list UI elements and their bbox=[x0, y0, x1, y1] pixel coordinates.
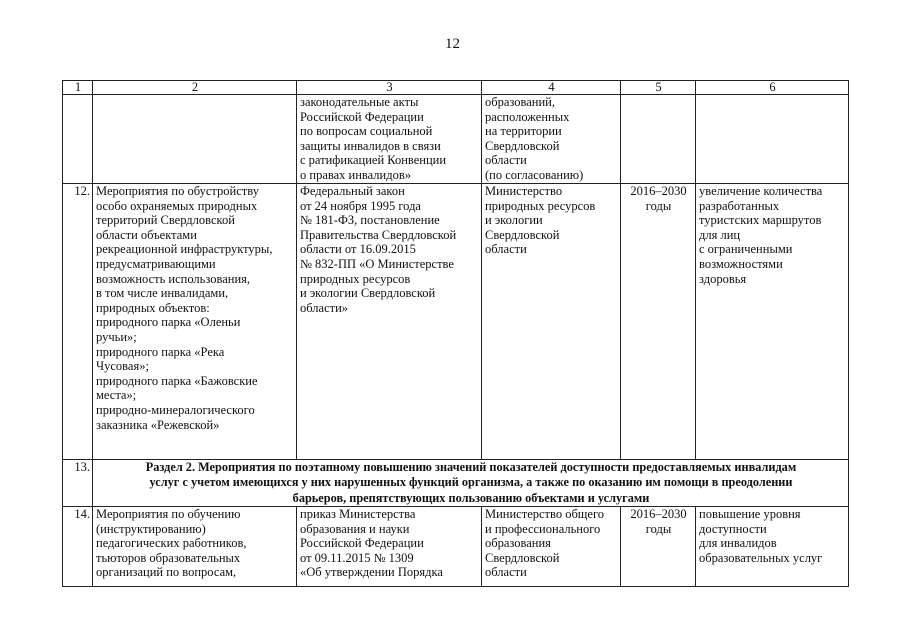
text-line: Российской Федерации bbox=[300, 536, 424, 551]
text-line: ручьи»; bbox=[96, 329, 137, 344]
executor-cell bbox=[482, 184, 621, 460]
text-line: природного парка «Бажовские bbox=[96, 373, 258, 388]
text-line: области от 16.09.2015 bbox=[300, 242, 416, 257]
text-line: природных ресурсов bbox=[485, 198, 596, 213]
text-line: педагогических работников, bbox=[96, 536, 247, 551]
page-number: 12 bbox=[445, 36, 460, 52]
text-line: от 09.11.2015 № 1309 bbox=[300, 550, 414, 565]
text-line: особо охраняемых природных bbox=[96, 198, 258, 213]
section-heading bbox=[93, 460, 849, 507]
text-line: приказ Министерства bbox=[300, 507, 416, 521]
text-line: и профессионального bbox=[485, 521, 601, 536]
text-line: Министерство общего bbox=[485, 507, 605, 521]
cont-period-cell bbox=[621, 95, 696, 184]
executor-cell bbox=[482, 507, 621, 587]
table-row-14 bbox=[63, 507, 849, 587]
cont-num-cell bbox=[63, 95, 93, 184]
text-line: разработанных bbox=[699, 198, 780, 213]
text-line: с ратификацией Конвенции bbox=[300, 153, 447, 168]
text-line: образовательных услуг bbox=[699, 550, 823, 565]
row-number: 14. bbox=[63, 507, 93, 587]
text-line: заказника «Режевской» bbox=[96, 417, 220, 432]
cont-result-cell bbox=[696, 95, 849, 184]
cont-legal-basis-cell bbox=[297, 95, 482, 184]
text-line: Федеральный закон bbox=[300, 184, 405, 198]
text-line: о правах инвалидов» bbox=[300, 167, 411, 182]
text-line: организаций по вопросам, bbox=[96, 565, 237, 580]
text-line: № 181-ФЗ, постановление bbox=[300, 213, 440, 228]
cont-measure-cell bbox=[93, 95, 297, 184]
text-line: 2016–2030 bbox=[630, 184, 687, 198]
column-header-3: 3 bbox=[297, 81, 482, 95]
legal-basis-cell bbox=[297, 184, 482, 460]
text-line: здоровья bbox=[699, 271, 747, 286]
text-line: барьеров, препятствующих пользованию объектами и услугами bbox=[292, 490, 650, 505]
text-line: предусматривающими bbox=[96, 256, 216, 271]
column-header-1: 1 bbox=[63, 81, 93, 95]
text-line: Раздел 2. Мероприятия по поэтапному повышению значений показателей доступности предоставляемых инвалидам bbox=[145, 460, 797, 474]
column-number-row bbox=[63, 81, 849, 95]
text-line: расположенных bbox=[485, 109, 570, 124]
text-line: повышение уровня bbox=[699, 507, 801, 521]
result-cell bbox=[696, 507, 849, 587]
text-line: Мероприятия по обустройству bbox=[96, 184, 259, 198]
column-header-6: 6 bbox=[696, 81, 849, 95]
text-line: возможностями bbox=[699, 256, 783, 271]
text-line: 2016–2030 bbox=[630, 507, 687, 521]
legal-basis-cell bbox=[297, 507, 482, 587]
text-line: тьюторов образовательных bbox=[96, 550, 241, 565]
text-line: территорий Свердловской bbox=[96, 213, 235, 228]
result-cell bbox=[696, 184, 849, 460]
text-line: с ограниченными bbox=[699, 242, 793, 257]
text-line: № 832-ПП «О Министерстве bbox=[300, 256, 454, 271]
text-line: по вопросам социальной bbox=[300, 124, 433, 139]
row-number: 13. bbox=[63, 460, 93, 507]
text-line: области bbox=[485, 242, 527, 257]
text-line: образования bbox=[485, 536, 551, 551]
text-line: и экологии Свердловской bbox=[300, 286, 436, 301]
text-line: на территории bbox=[485, 124, 562, 139]
text-line: природного парка «Оленьи bbox=[96, 315, 241, 330]
text-line: области» bbox=[300, 300, 349, 315]
text-line: области объектами bbox=[96, 227, 197, 242]
text-line: услуг с учетом имеющихся у них нарушенных функций организма, а также по оказанию им помощи в преодолении bbox=[149, 475, 793, 490]
text-line: «Об утверждении Порядка bbox=[300, 565, 443, 580]
period-cell bbox=[621, 507, 696, 587]
table-row-12 bbox=[63, 184, 849, 460]
text-line: Свердловской bbox=[485, 550, 560, 565]
text-line: природных ресурсов bbox=[300, 271, 411, 286]
text-line: законодательные акты bbox=[300, 95, 419, 109]
text-line: Свердловской bbox=[485, 227, 560, 242]
text-line: Министерство bbox=[485, 184, 563, 198]
text-line: в том числе инвалидами, bbox=[96, 286, 229, 301]
text-line: (по согласованию) bbox=[485, 167, 584, 182]
measure-cell bbox=[93, 507, 297, 587]
text-line: защиты инвалидов в связи bbox=[300, 138, 441, 153]
text-line: образований, bbox=[485, 95, 556, 109]
text-line: Правительства Свердловской bbox=[300, 227, 457, 242]
text-line: природного парка «Река bbox=[96, 344, 225, 359]
text-line: туристских маршрутов bbox=[699, 213, 822, 228]
text-line: и экологии bbox=[485, 213, 543, 228]
measures-table bbox=[62, 80, 849, 587]
period-cell bbox=[621, 184, 696, 460]
text-line: для лиц bbox=[699, 227, 741, 242]
text-line: возможность использования, bbox=[96, 271, 251, 286]
text-line: годы bbox=[645, 521, 672, 536]
text-line: (инструктированию) bbox=[96, 521, 206, 536]
text-line: для инвалидов bbox=[699, 536, 777, 551]
text-line: доступности bbox=[699, 521, 767, 536]
text-line: Мероприятия по обучению bbox=[96, 507, 241, 521]
measure-cell bbox=[93, 184, 297, 460]
text-line: области bbox=[485, 565, 527, 580]
column-header-2: 2 bbox=[93, 81, 297, 95]
text-line: области bbox=[485, 153, 527, 168]
text-line: природных объектов: bbox=[96, 300, 210, 315]
cont-executor-cell bbox=[482, 95, 621, 184]
text-line: рекреационной инфраструктуры, bbox=[96, 242, 273, 257]
text-line: Российской Федерации bbox=[300, 109, 424, 124]
table-row-13-section bbox=[63, 460, 849, 507]
table-row-continuation bbox=[63, 95, 849, 184]
text-line: природно-минералогического bbox=[96, 402, 255, 417]
text-line: Свердловской bbox=[485, 138, 560, 153]
text-line: образования и науки bbox=[300, 521, 410, 536]
row-number: 12. bbox=[63, 184, 93, 460]
text-line: годы bbox=[645, 198, 672, 213]
column-header-5: 5 bbox=[621, 81, 696, 95]
column-header-4: 4 bbox=[482, 81, 621, 95]
text-line: Чусовая»; bbox=[96, 359, 149, 374]
text-line: места»; bbox=[96, 388, 137, 403]
text-line: от 24 ноября 1995 года bbox=[300, 198, 421, 213]
text-line: увеличение количества bbox=[699, 184, 823, 198]
